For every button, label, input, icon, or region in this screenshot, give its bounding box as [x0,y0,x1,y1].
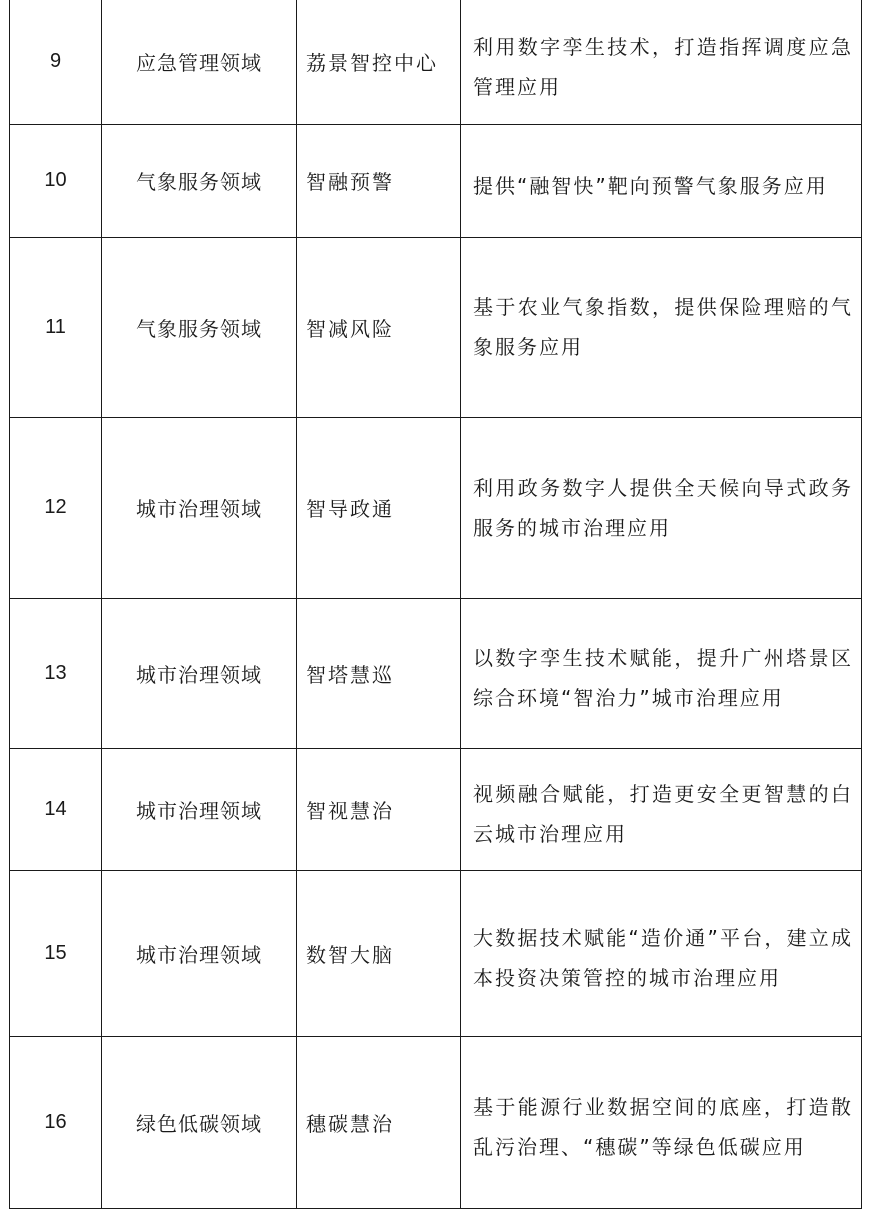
table-row [10,598,862,748]
description-cell: 基于农业气象指数，提供保险理赔的气象服务应用 [461,237,862,417]
app-name-cell: 智导政通 [297,417,461,598]
table-row [10,237,862,417]
row-number: 10 [10,124,102,237]
description-cell: 大数据技术赋能“造价通”平台，建立成本投资决策管控的城市治理应用 [461,870,862,1036]
field-cell: 城市治理领域 [102,598,297,748]
table-row [10,417,862,598]
description-cell: 利用数字孪生技术，打造指挥调度应急管理应用 [461,0,862,124]
field-cell: 应急管理领域 [102,0,297,124]
description-cell: 视频融合赋能，打造更安全更智慧的白云城市治理应用 [461,748,862,870]
description-cell: 利用政务数字人提供全天候向导式政务服务的城市治理应用 [461,417,862,598]
description-cell: 提供“融智快”靶向预警气象服务应用 [461,124,862,237]
row-number: 9 [10,0,102,124]
table-row [10,124,862,237]
field-cell: 城市治理领域 [102,417,297,598]
row-number: 15 [10,870,102,1036]
table-row [10,870,862,1036]
app-name-cell: 数智大脑 [297,870,461,1036]
table-row [10,748,862,870]
table-row [10,1036,862,1208]
row-number: 11 [10,237,102,417]
field-cell: 绿色低碳领域 [102,1036,297,1208]
description-cell: 基于能源行业数据空间的底座，打造散乱污治理、“穗碳”等绿色低碳应用 [461,1036,862,1208]
description-cell: 以数字孪生技术赋能，提升广州塔景区综合环境“智治力”城市治理应用 [461,598,862,748]
app-name-cell: 穗碳慧治 [297,1036,461,1208]
application-table [9,0,862,1209]
app-name-cell: 智视慧治 [297,748,461,870]
row-number: 12 [10,417,102,598]
table-row [10,0,862,124]
field-cell: 城市治理领域 [102,870,297,1036]
row-number: 14 [10,748,102,870]
field-cell: 气象服务领域 [102,124,297,237]
app-name-cell: 智减风险 [297,237,461,417]
app-name-cell: 智融预警 [297,124,461,237]
field-cell: 气象服务领域 [102,237,297,417]
app-name-cell: 智塔慧巡 [297,598,461,748]
row-number: 16 [10,1036,102,1208]
row-number: 13 [10,598,102,748]
field-cell: 城市治理领域 [102,748,297,870]
app-name-cell: 荔景智控中心 [297,0,461,124]
